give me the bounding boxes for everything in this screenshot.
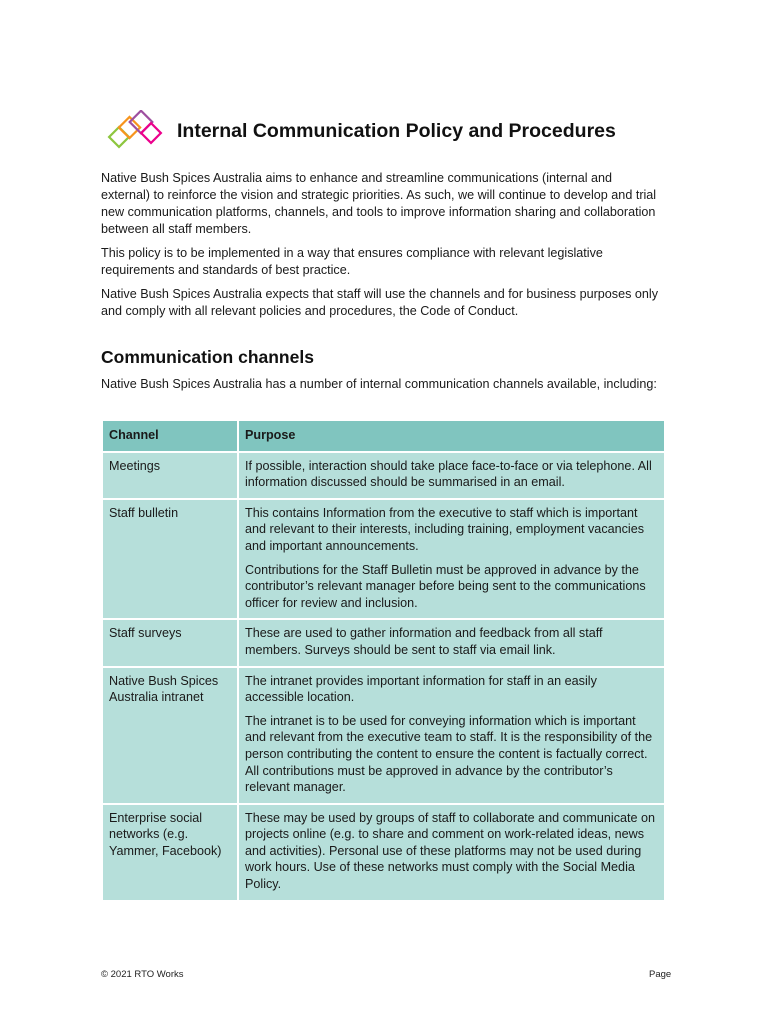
page-title: Internal Communication Policy and Procedures: [177, 120, 616, 142]
purpose-text: The intranet provides important information for staff in an easily accessible location.: [245, 673, 597, 705]
footer-copyright: © 2021 RTO Works: [101, 969, 184, 980]
purpose-text: These may be used by groups of staff to collaborate and communicate on projects online (e.g. to share and comment on work-related ideas, news and activities). Personal use of these platforms may not be used during work hours. Use of these networks must comply with the Social Media Policy.: [245, 810, 656, 892]
purpose-cell: [238, 667, 665, 804]
intro-paragraph: Native Bush Spices Australia expects that staff will use the channels and for business purposes only and comply with all relevant policies and procedures, the Code of Conduct.: [101, 287, 659, 318]
column-header-purpose: Purpose: [238, 420, 665, 452]
footer-page-label: Page: [649, 969, 672, 980]
document-header: [106, 108, 686, 156]
purpose-cell: [238, 619, 665, 666]
table-row: [102, 667, 665, 804]
intro-section: [101, 170, 661, 327]
section-lead: Native Bush Spices Australia has a number of internal communication channels available, including:: [101, 377, 657, 391]
channel-cell: Native Bush Spices Australia intranet: [102, 667, 238, 804]
channel-cell: Meetings: [102, 452, 238, 499]
channels-table: [101, 419, 666, 902]
purpose-cell: [238, 804, 665, 901]
purpose-cell: [238, 499, 665, 620]
intro-paragraph: Native Bush Spices Australia aims to enhance and streamline communications (internal and external) to reinforce the vision and strategic priorities. As such, we will continue to develop and trial new communication platforms, channels, and tools to improve information sharing and collaboration between all staff members.: [101, 171, 657, 236]
table-header-row: [102, 420, 665, 452]
purpose-text: The intranet is to be used for conveying information which is important and relevant from the executive team to staff. It is the responsibility of the person contributing the content to ensure the content is factually correct. All contributions must be approved in advance by the contributor’s relevant manager.: [245, 713, 653, 795]
column-header-channel: Channel: [102, 420, 238, 452]
purpose-text: Contributions for the Staff Bulletin must be approved in advance by the contributor’s relevant manager before being sent to the communications officer for review and inclusion.: [245, 562, 646, 610]
table-row: [102, 619, 665, 666]
purpose-text: If possible, interaction should take place face-to-face or via telephone. All information discussed should be summarised in an email.: [245, 458, 652, 490]
table-row: [102, 804, 665, 901]
table-row: [102, 499, 665, 620]
channel-cell: Enterprise social networks (e.g. Yammer, Facebook): [102, 804, 238, 901]
channel-cell: Staff surveys: [102, 619, 238, 666]
purpose-text: This contains Information from the executive to staff which is important and relevant to their interests, including training, employment vacancies and important announcements.: [245, 505, 645, 553]
channel-cell: Staff bulletin: [102, 499, 238, 620]
table-row: [102, 452, 665, 499]
purpose-cell: [238, 452, 665, 499]
purpose-text: These are used to gather information and feedback from all staff members. Surveys should be sent to staff via email link.: [245, 626, 603, 657]
section-heading: Communication channels: [101, 347, 314, 367]
logo-diamonds-icon: [106, 110, 168, 154]
intro-paragraph: This policy is to be implemented in a way that ensures compliance with relevant legislative requirements and standards of best practice.: [101, 246, 603, 277]
